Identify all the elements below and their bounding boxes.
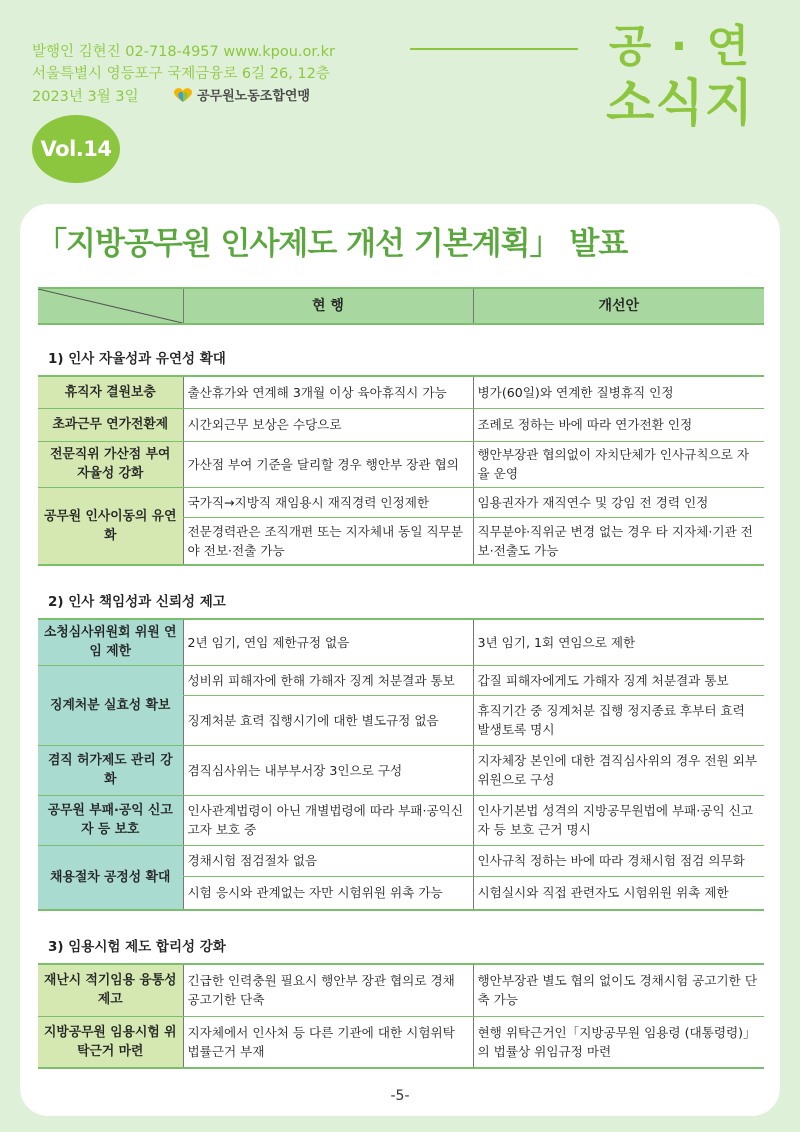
table-row (38, 619, 764, 665)
table-row (38, 487, 764, 517)
newsletter-header (0, 0, 800, 210)
section-heading-row (38, 565, 764, 619)
row-label: 징계처분 실효성 확보 (38, 665, 183, 745)
table-row (38, 964, 764, 1016)
diagonal-line (38, 289, 183, 323)
header-divider (410, 48, 578, 50)
current-cell: 시간외근무 보상은 수당으로 (183, 408, 473, 441)
current-cell: 2년 임기, 연임 제한규정 없음 (183, 619, 473, 665)
union-heart-icon (172, 87, 194, 103)
proposed-cell: 시험실시와 직접 관련자도 시험위원 위촉 제한 (473, 876, 764, 910)
proposed-cell: 인사기본법 성격의 지방공무원법에 부패·공익 신고자 등 보호 근거 명시 (473, 795, 764, 845)
current-cell: 출산휴가와 연계해 3개월 이상 육아휴직시 가능 (183, 376, 473, 408)
publish-date: 2023년 3월 3일 (32, 89, 139, 105)
union-logo (172, 85, 310, 104)
page-number: -5- (390, 1088, 410, 1104)
section-heading: 2) 인사 책임성과 신뢰성 제고 (48, 594, 226, 610)
row-label: 초과근무 연가전환제 (38, 408, 183, 441)
row-label: 재난시 적기임용 융통성 제고 (38, 964, 183, 1016)
proposed-cell: 조례로 정하는 바에 따라 연가전환 인정 (473, 408, 764, 441)
section-heading-row (38, 324, 764, 376)
proposed-cell: 갑질 피해자에게도 가해자 징계 처분결과 통보 (473, 665, 764, 695)
table-row (38, 376, 764, 408)
table-row (38, 745, 764, 795)
proposed-cell: 휴직기간 중 징계처분 집행 정지종료 후부터 효력 발생토록 명시 (473, 695, 764, 745)
proposed-cell: 행안부장관 협의없이 자치단체가 인사규칙으로 자율 운영 (473, 441, 764, 487)
row-label: 겸직 허가제도 관리 강화 (38, 745, 183, 795)
policy-comparison-table (38, 287, 764, 1069)
row-label: 소청심사위원회 위원 연임 제한 (38, 619, 183, 665)
current-cell: 성비위 피해자에 한해 가해자 징계 처분결과 통보 (183, 665, 473, 695)
newsletter-brand (590, 20, 770, 132)
current-cell: 징계처분 효력 집행시기에 대한 별도규정 없음 (183, 695, 473, 745)
table-row (38, 441, 764, 487)
proposed-cell: 3년 임기, 1회 연임으로 제한 (473, 619, 764, 665)
header-diagonal-cell (38, 288, 183, 324)
row-label: 휴직자 결원보충 (38, 376, 183, 408)
row-label: 전문직위 가산점 부여 자율성 강화 (38, 441, 183, 487)
current-cell: 긴급한 인력충원 필요시 행안부 장관 협의로 경채 공고기한 단축 (183, 964, 473, 1016)
brand-line-2: 소식지 (606, 74, 754, 132)
current-cell: 전문경력관은 조직개편 또는 지자체내 동일 직무분야 전보·전출 가능 (183, 517, 473, 565)
current-cell: 경채시험 점검절차 없음 (183, 845, 473, 876)
table-row (38, 1016, 764, 1068)
column-header-proposed: 개선안 (473, 288, 764, 324)
proposed-cell: 임용권자가 재직연수 및 강임 전 경력 인정 (473, 487, 764, 517)
row-label: 공무원 부패·공익 신고자 등 보호 (38, 795, 183, 845)
address-line: 서울특별시 영등포구 국제금융로 6길 26, 12층 (32, 66, 330, 82)
proposed-cell: 지자체장 본인에 대한 겸직심사위의 경우 전원 외부위원으로 구성 (473, 745, 764, 795)
table-header-row (38, 288, 764, 324)
current-cell: 시험 응시와 관계없는 자만 시험위원 위촉 가능 (183, 876, 473, 910)
article-title: 「지방공무원 인사제도 개선 기본계획」 발표 (36, 226, 628, 262)
row-label: 채용절차 공정성 확대 (38, 845, 183, 910)
proposed-cell: 행안부장관 별도 협의 없이도 경채시험 공고기한 단축 가능 (473, 964, 764, 1016)
union-name: 공무원노동조합연맹 (197, 89, 311, 104)
column-header-current: 현 행 (183, 288, 473, 324)
section-heading-row (38, 910, 764, 964)
proposed-cell: 인사규칙 정하는 바에 따라 경채시험 점검 의무화 (473, 845, 764, 876)
row-label: 지방공무원 임용시험 위탁근거 마련 (38, 1016, 183, 1068)
table-row (38, 408, 764, 441)
section-heading: 3) 임용시험 제도 합리성 강화 (48, 939, 226, 955)
section-heading: 1) 인사 자율성과 유연성 확대 (48, 351, 226, 367)
current-cell: 인사관계법령이 아닌 개별법령에 따라 부패·공익신고자 보호 중 (183, 795, 473, 845)
table-row (38, 665, 764, 695)
row-label: 공무원 인사이동의 유연화 (38, 487, 183, 565)
table-row (38, 845, 764, 876)
publisher-line: 발행인 김현진 02-718-4957 www.kpou.or.kr (32, 44, 335, 60)
volume-badge: Vol.14 (32, 115, 120, 183)
current-cell: 가산점 부여 기준을 달리할 경우 행안부 장관 협의 (183, 441, 473, 487)
table-row (38, 795, 764, 845)
proposed-cell: 현행 위탁근거인「지방공무원 임용령 (대통령령)」의 법률상 위임규정 마련 (473, 1016, 764, 1068)
brand-line-1: 공 · 연 (608, 21, 752, 72)
current-cell: 지자체에서 인사처 등 다른 기관에 대한 시험위탁 법률근거 부재 (183, 1016, 473, 1068)
current-cell: 겸직심사위는 내부부서장 3인으로 구성 (183, 745, 473, 795)
current-cell: 국가직→지방직 재임용시 재직경력 인정제한 (183, 487, 473, 517)
proposed-cell: 직무분야·직위군 변경 없는 경우 타 지자체·기관 전보·전출도 가능 (473, 517, 764, 565)
proposed-cell: 병가(60일)와 연계한 질병휴직 인정 (473, 376, 764, 408)
